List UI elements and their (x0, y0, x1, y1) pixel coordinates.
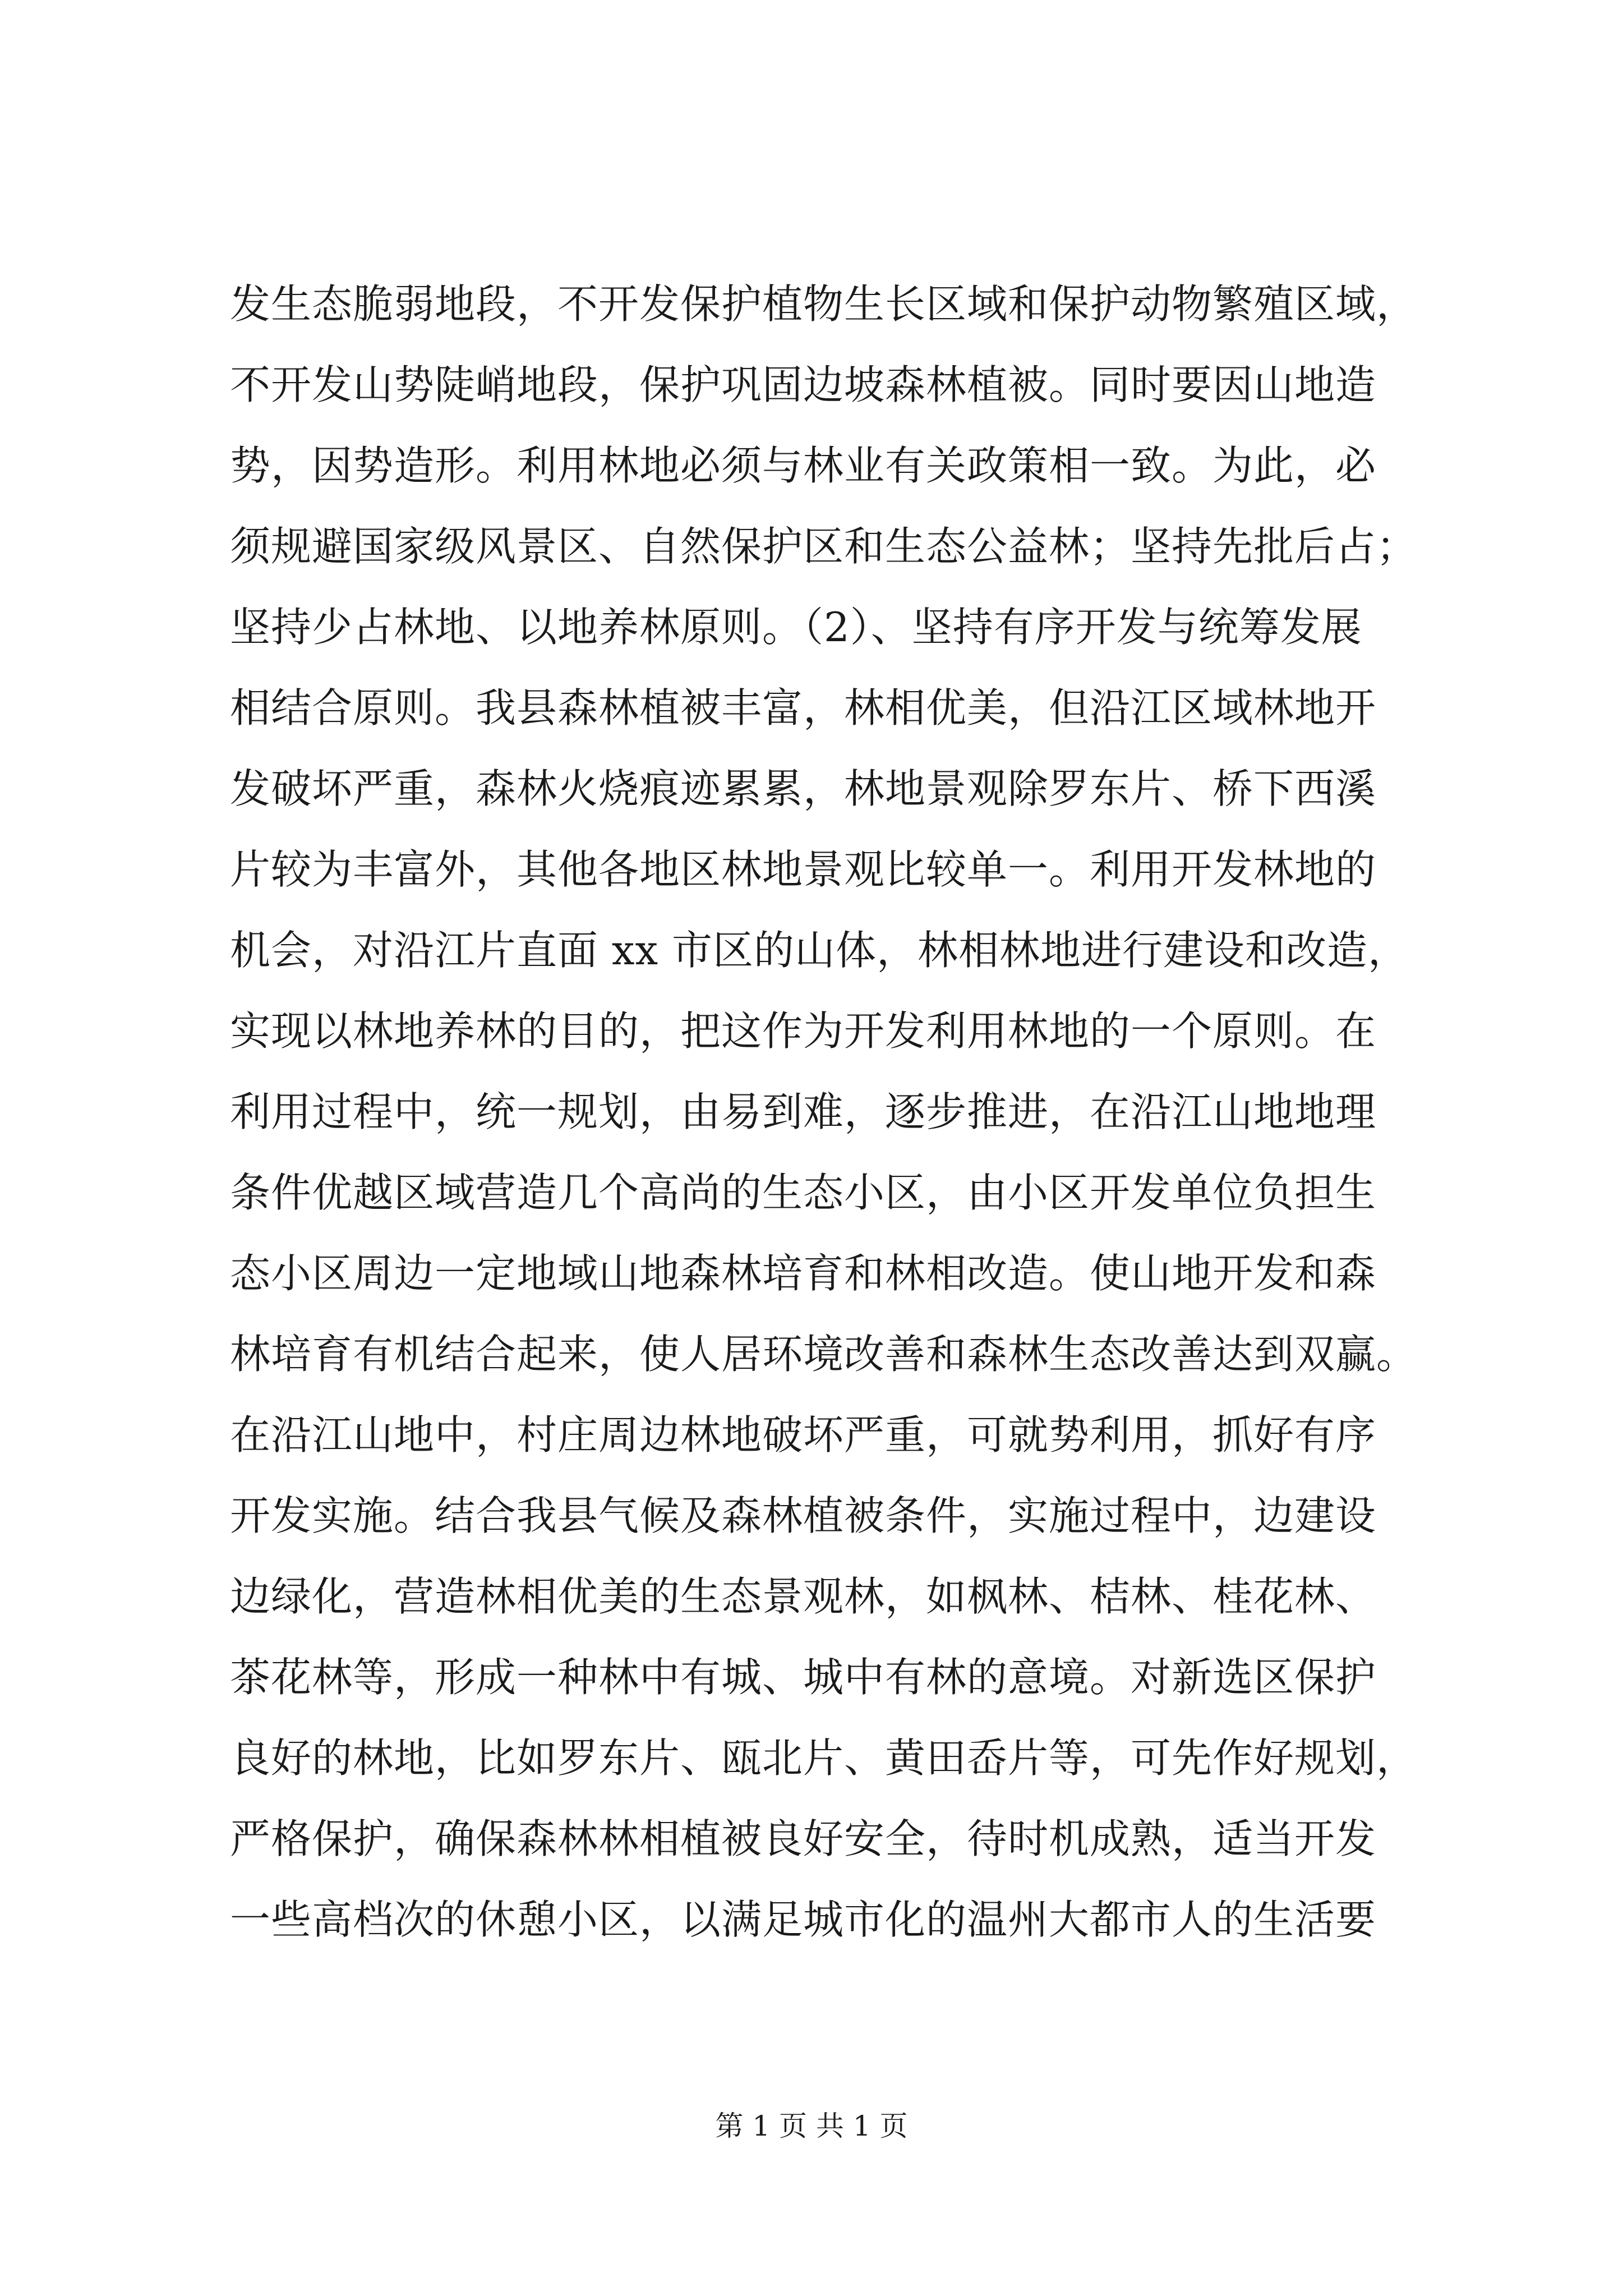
page-number: 第 1 页 共 1 页 (715, 2110, 908, 2142)
text-line: 相结合原则。我县森林植被丰富，林相优美，但沿江区域林地开 (230, 684, 1377, 731)
text-line: 势，因势造形。利用林地必须与林业有关政策相一致。为此，必 (230, 442, 1377, 489)
text-line: 边绿化，营造林相优美的生态景观林，如枫林、桔林、桂花林、 (230, 1573, 1377, 1620)
text-line: 发生态脆弱地段，不开发保护植物生长区域和保护动物繁殖区域， (230, 280, 1418, 328)
text-line: 一些高档次的休憩小区，以满足城市化的温州大都市人的生活要 (230, 1896, 1377, 1943)
page-footer (0, 2106, 1623, 2146)
text-line: 片较为丰富外，其他各地区林地景观比较单一。利用开发林地的 (230, 846, 1377, 893)
text-line: 坚持少占林地、以地养林原则。（2）、坚持有序开发与统筹发展 (230, 604, 1362, 651)
body-paragraph (230, 264, 1441, 1960)
text-line: 良好的林地，比如罗东片、瓯北片、黄田岙片等，可先作好规划， (230, 1734, 1418, 1782)
text-line: 在沿江山地中，村庄周边林地破坏严重，可就势利用，抓好有序 (230, 1411, 1377, 1458)
text-line: 态小区周边一定地域山地森林培育和林相改造。使山地开发和森 (230, 1250, 1377, 1297)
text-line: 严格保护，确保森林林相植被良好安全，待时机成熟，适当开发 (230, 1815, 1377, 1862)
text-line: 机会，对沿江片直面 xx 市区的山体，林相林地进行建设和改造， (230, 927, 1409, 974)
text-line: 发破坏严重，森林火烧痕迹累累，林地景观除罗东片、桥下西溪 (230, 765, 1377, 812)
text-line: 须规避国家级风景区、自然保护区和生态公益林；坚持先批后占； (230, 523, 1418, 570)
text-line: 实现以林地养林的目的，把这作为开发利用林地的一个原则。在 (230, 1007, 1377, 1055)
text-line: 开发实施。结合我县气候及森林植被条件，实施过程中，边建设 (230, 1492, 1377, 1539)
text-line: 茶花林等，形成一种林中有城、城中有林的意境。对新选区保护 (230, 1654, 1377, 1701)
text-line: 林培育有机结合起来，使人居环境改善和森林生态改善达到双赢。 (230, 1331, 1418, 1378)
text-line: 利用过程中，统一规划，由易到难，逐步推进，在沿江山地地理 (230, 1088, 1377, 1135)
text-line: 条件优越区域营造几个高尚的生态小区，由小区开发单位负担生 (230, 1169, 1377, 1216)
text-line: 不开发山势陡峭地段，保护巩固边坡森林植被。同时要因山地造 (230, 361, 1377, 408)
